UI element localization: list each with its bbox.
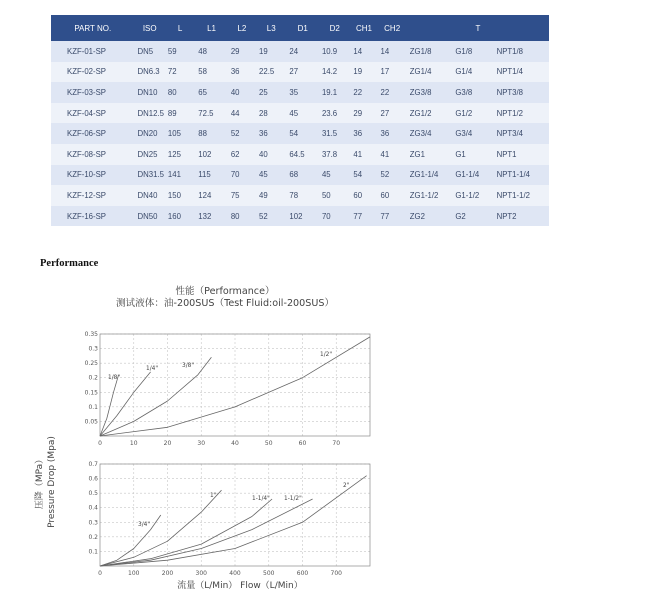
table-cell: 41 [378,144,407,165]
part-number-cell: KZF-01-SP [51,41,135,62]
y-tick-label: 0.1 [88,548,98,556]
header-l2: L2 [228,15,256,41]
table-cell: 19 [256,41,286,62]
series-label: 1/2" [320,352,332,358]
table-cell: 40 [228,82,256,103]
header-ch2: CH2 [378,15,407,41]
table-cell: 70 [228,165,256,186]
table-cell: 45 [286,103,319,124]
table-row [51,103,549,124]
table-cell: 14.2 [319,62,350,83]
table-cell: 141 [165,165,195,186]
table-cell: 29 [350,103,377,124]
table-cell: 19.1 [319,82,350,103]
table-cell: 49 [256,185,286,206]
table-cell: G1/2 [452,103,493,124]
table-cell: 77 [378,206,407,227]
table-cell: DN12.5 [135,103,165,124]
table-cell: 124 [195,185,228,206]
table-cell: ZG1/4 [407,62,453,83]
table-row [51,206,549,227]
table-cell: ZG3/8 [407,82,453,103]
y-tick-label: 0.1 [88,403,98,411]
table-cell: G3/4 [452,123,493,144]
y-tick-label: 0.05 [84,418,98,426]
table-row [51,82,549,103]
part-number-cell: KZF-06-SP [51,123,135,144]
x-tick-label: 100 [128,570,140,577]
table-cell: 45 [256,165,286,186]
part-number-cell: KZF-12-SP [51,185,135,206]
table-cell: ZG2 [407,206,453,227]
table-cell: 14 [378,41,407,62]
table-row [51,41,549,62]
table-row [51,165,549,186]
y-tick-label: 0.3 [88,519,98,527]
table-cell: 72.5 [195,103,228,124]
table-cell: G3/8 [452,82,493,103]
table-cell: DN40 [135,185,165,206]
x-tick-label: 600 [296,570,309,577]
table-cell: 10.9 [319,41,350,62]
table-cell: 44 [228,103,256,124]
series-label: 3/8" [182,363,194,369]
table-cell: 23.6 [319,103,350,124]
table-cell: G2 [452,206,493,227]
y-tick-label: 0.3 [88,345,98,353]
figure-title-line2: 测试液体：油-200SUS（Test Fluid:oil-200SUS） [115,298,335,309]
table-cell: 52 [256,206,286,227]
x-tick-label: 40 [231,440,239,447]
performance-heading: Performance [40,258,99,269]
table-cell: 36 [350,123,377,144]
x-tick-label: 10 [129,440,138,447]
table-cell: 19 [350,62,377,83]
y-tick-label: 0.6 [88,475,98,483]
table-cell: NPT2 [494,206,549,227]
y-axis-label-cn: 压降（MPa） [35,454,45,510]
table-cell: DN6.3 [135,62,165,83]
table-cell: 60 [378,185,407,206]
table-cell: 125 [165,144,195,165]
table-cell: NPT1-1/4 [494,165,549,186]
table-cell: 36 [378,123,407,144]
table-cell: 65 [195,82,228,103]
table-cell: 72 [165,62,195,83]
series-label: 3/4" [138,522,150,528]
x-tick-label: 20 [163,440,172,447]
table-cell: 45 [319,165,350,186]
table-cell: 54 [286,123,319,144]
part-number-cell: KZF-04-SP [51,103,135,124]
table-cell: NPT1/8 [494,41,549,62]
series-label: 1-1/4" [252,496,270,502]
y-tick-label: 0.15 [84,389,98,397]
y-axis-label-en: Pressure Drop (Mpa) [47,436,57,528]
table-cell: 78 [286,185,319,206]
y-tick-label: 0.7 [88,461,98,468]
table-cell: NPT1-1/2 [494,185,549,206]
table-cell: DN20 [135,123,165,144]
y-tick-label: 0.5 [88,490,98,498]
series-line [100,490,222,566]
table-cell: 17 [378,62,407,83]
plot-frame [100,464,370,566]
performance-chart-svg [30,282,410,594]
table-cell: ZG1 [407,144,453,165]
spec-table [51,15,549,226]
y-tick-label: 0.25 [84,360,98,368]
series-line [100,372,151,436]
part-number-cell: KZF-08-SP [51,144,135,165]
table-cell: 31.5 [319,123,350,144]
table-cell: 27 [286,62,319,83]
table-cell: NPT3/4 [494,123,549,144]
x-tick-label: 0 [98,440,102,447]
x-tick-label: 300 [195,570,207,577]
x-tick-label: 200 [161,570,174,577]
table-cell: G1 [452,144,493,165]
table-cell: 52 [228,123,256,144]
table-cell: ZG1-1/4 [407,165,453,186]
table-cell: 115 [195,165,228,186]
table-cell: G1-1/2 [452,185,493,206]
table-cell: DN25 [135,144,165,165]
header-iso: ISO [135,15,165,41]
table-cell: 24 [286,41,319,62]
table-cell: 59 [165,41,195,62]
series-label: 2" [343,483,350,489]
table-header-row [51,15,549,41]
x-tick-label: 70 [332,440,341,447]
chart-panel-2 [88,461,370,577]
table-cell: ZG1/2 [407,103,453,124]
part-number-cell: KZF-03-SP [51,82,135,103]
plot-frame [100,334,370,436]
table-cell: 132 [195,206,228,227]
table-row [51,123,549,144]
header-d1: D1 [286,15,319,41]
table-cell: 64.5 [286,144,319,165]
table-cell: 40 [256,144,286,165]
table-cell: 48 [195,41,228,62]
table-cell: 54 [350,165,377,186]
header-l: L [165,15,195,41]
spec-table-container [51,15,549,226]
table-cell: 68 [286,165,319,186]
table-cell: ZG1-1/2 [407,185,453,206]
table-cell: ZG1/8 [407,41,453,62]
table-cell: 105 [165,123,195,144]
table-cell: DN5 [135,41,165,62]
table-cell: NPT1/4 [494,62,549,83]
header-d2: D2 [319,15,350,41]
x-tick-label: 50 [264,440,273,447]
table-cell: 52 [378,165,407,186]
table-cell: 80 [228,206,256,227]
y-tick-label: 0.35 [84,331,98,338]
table-cell: 36 [256,123,286,144]
table-cell: 28 [256,103,286,124]
table-cell: 36 [228,62,256,83]
table-cell: 50 [319,185,350,206]
series-label: 1" [210,493,217,499]
table-cell: 160 [165,206,195,227]
table-cell: NPT1/2 [494,103,549,124]
header-l3: L3 [256,15,286,41]
table-cell: 14 [350,41,377,62]
figure-title-line1: 性能（Performance） [175,286,275,297]
table-cell: 75 [228,185,256,206]
performance-figure [30,282,410,594]
table-cell: 77 [350,206,377,227]
x-tick-label: 400 [229,570,241,577]
x-tick-label: 0 [98,570,102,577]
table-cell: 22.5 [256,62,286,83]
x-tick-label: 700 [330,570,342,577]
table-cell: 29 [228,41,256,62]
table-cell: 35 [286,82,319,103]
table-cell: NPT3/8 [494,82,549,103]
x-axis-label: 流量（L/Min） Flow（L/Min） [177,581,303,591]
table-cell: G1/8 [452,41,493,62]
series-label: 1/8" [108,375,120,381]
header-l1: L1 [195,15,228,41]
series-line [100,476,367,566]
table-cell: 37.8 [319,144,350,165]
table-cell: DN50 [135,206,165,227]
table-cell: NPT1 [494,144,549,165]
part-number-cell: KZF-02-SP [51,62,135,83]
table-cell: 88 [195,123,228,144]
table-row [51,144,549,165]
table-cell: 70 [319,206,350,227]
table-cell: 150 [165,185,195,206]
series-label: 1/4" [146,366,158,372]
header-t: T [407,15,549,41]
table-cell: 22 [378,82,407,103]
x-tick-label: 60 [298,440,307,447]
header-part-no: PART NO. [51,15,135,41]
table-cell: DN10 [135,82,165,103]
table-row [51,185,549,206]
table-cell: DN31.5 [135,165,165,186]
table-cell: G1-1/4 [452,165,493,186]
table-cell: 27 [378,103,407,124]
x-tick-label: 30 [197,440,206,447]
y-tick-label: 0.2 [88,374,98,382]
table-cell: 25 [256,82,286,103]
table-body [51,41,549,226]
part-number-cell: KZF-10-SP [51,165,135,186]
table-cell: 62 [228,144,256,165]
table-cell: 22 [350,82,377,103]
part-number-cell: KZF-16-SP [51,206,135,227]
y-tick-label: 0.4 [88,504,98,512]
series-line [100,499,272,566]
y-tick-label: 0.2 [88,533,98,541]
table-cell: 41 [350,144,377,165]
x-tick-label: 500 [263,570,275,577]
table-cell: 58 [195,62,228,83]
table-cell: 80 [165,82,195,103]
table-cell: 102 [195,144,228,165]
series-line [100,499,313,566]
table-cell: G1/4 [452,62,493,83]
series-line [100,375,119,436]
header-ch1: CH1 [350,15,377,41]
chart-panel-1 [85,331,370,447]
series-label: 1-1/2" [284,496,302,502]
table-cell: ZG3/4 [407,123,453,144]
table-cell: 89 [165,103,195,124]
table-cell: 60 [350,185,377,206]
table-row [51,62,549,83]
table-cell: 102 [286,206,319,227]
